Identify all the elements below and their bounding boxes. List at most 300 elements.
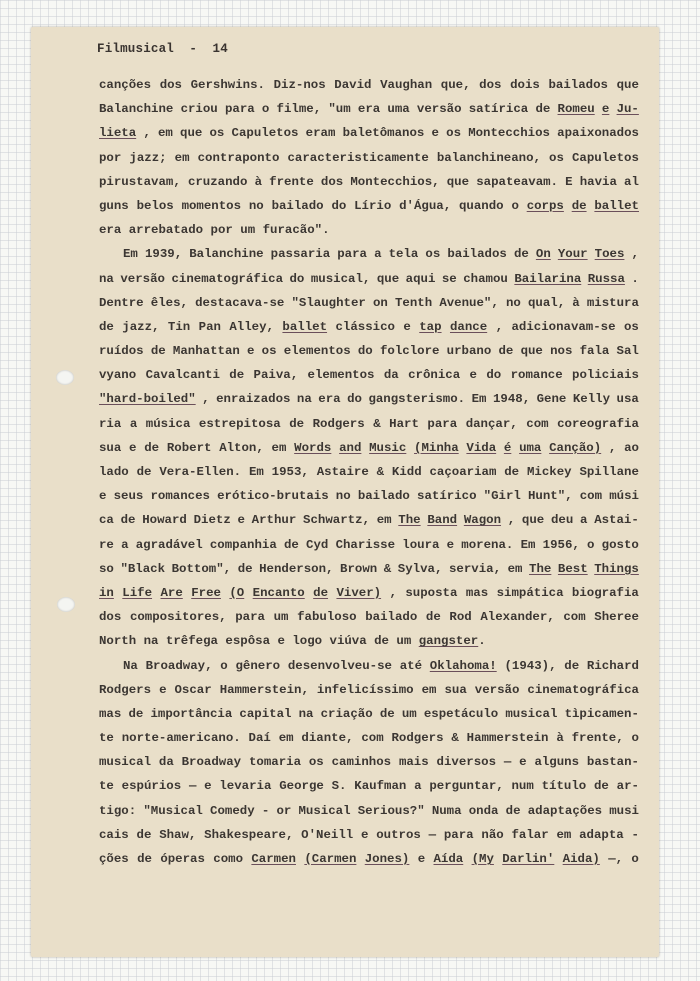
word: companhia bbox=[209, 537, 277, 552]
word: e bbox=[237, 513, 245, 528]
word: ca bbox=[99, 513, 114, 528]
word: dos bbox=[479, 78, 502, 92]
word: Numa bbox=[431, 803, 462, 818]
word: espúrios bbox=[121, 779, 182, 794]
word: na bbox=[99, 271, 114, 286]
word: Rod bbox=[449, 610, 472, 625]
word: como bbox=[213, 852, 244, 866]
word: fabuloso bbox=[297, 610, 357, 625]
word: o bbox=[220, 658, 228, 673]
word: para bbox=[235, 610, 265, 625]
word: desenvolveu-se bbox=[287, 658, 392, 673]
word: dançar, bbox=[465, 416, 518, 431]
word: tìpicamen- bbox=[564, 706, 639, 721]
text-line bbox=[99, 654, 639, 678]
word: o bbox=[587, 537, 595, 552]
word: na bbox=[296, 392, 312, 407]
word: Avenue", bbox=[439, 295, 499, 310]
word: dos bbox=[320, 174, 344, 189]
word: uma bbox=[387, 102, 410, 117]
word: adaptações bbox=[527, 803, 603, 818]
word: frente bbox=[269, 174, 314, 189]
text-line bbox=[99, 242, 639, 266]
word: outros bbox=[376, 827, 421, 842]
word: óperas bbox=[160, 852, 205, 866]
underlined-word: (O bbox=[229, 585, 245, 600]
word: loura bbox=[402, 537, 440, 552]
word: —, bbox=[608, 852, 624, 866]
word: no bbox=[335, 489, 351, 504]
word: o bbox=[511, 198, 519, 213]
word: de bbox=[513, 247, 529, 262]
word: , bbox=[507, 513, 516, 528]
word: suposta bbox=[405, 585, 458, 600]
word: Hammerstein, bbox=[219, 682, 309, 697]
word: Astaire bbox=[316, 465, 369, 479]
word: pirustavam, bbox=[99, 174, 181, 189]
word: Dentre bbox=[99, 295, 144, 310]
word: de bbox=[289, 416, 305, 431]
underlined-word: Russa bbox=[587, 271, 625, 286]
word: Manhattan bbox=[172, 344, 240, 359]
word: e bbox=[403, 319, 411, 334]
underlined-word: corps bbox=[526, 198, 564, 213]
word: Musical bbox=[298, 803, 351, 818]
punch-hole bbox=[56, 370, 74, 385]
word: seus bbox=[113, 489, 144, 504]
word: falar bbox=[511, 827, 549, 842]
underlined-word: Vida bbox=[466, 440, 497, 455]
word: re bbox=[99, 537, 114, 552]
word: musi bbox=[609, 803, 639, 818]
word: canções bbox=[99, 78, 152, 92]
word: & bbox=[451, 731, 459, 746]
word: e bbox=[159, 682, 167, 697]
word: 1948, bbox=[492, 392, 531, 407]
word: o bbox=[261, 102, 270, 117]
text-line bbox=[99, 557, 639, 581]
word: da bbox=[383, 368, 399, 383]
underlined-title: gangster bbox=[418, 634, 479, 649]
word: Daí bbox=[248, 731, 271, 746]
word: Em bbox=[520, 537, 536, 552]
word: David bbox=[334, 78, 372, 92]
word: . bbox=[631, 271, 639, 286]
word: Alton, bbox=[219, 440, 264, 455]
word: à bbox=[556, 731, 564, 746]
word: deu bbox=[550, 513, 574, 528]
underlined-word: Free bbox=[191, 585, 221, 600]
word: um bbox=[273, 610, 289, 625]
word: ao bbox=[624, 440, 639, 455]
word: Broadway, bbox=[145, 658, 213, 673]
underlined-word: de bbox=[571, 198, 587, 213]
text-run: North na trêfega espôsa e logo viúva de um bbox=[99, 634, 419, 649]
underlined-word: dance bbox=[449, 319, 488, 334]
word: e bbox=[431, 126, 439, 141]
word: folclore bbox=[379, 344, 440, 359]
word: Shaw, bbox=[159, 827, 197, 842]
underlined-word: in bbox=[99, 585, 114, 600]
word: no bbox=[248, 198, 264, 213]
word: de bbox=[504, 465, 520, 479]
word: , bbox=[389, 585, 397, 600]
word: e bbox=[446, 537, 455, 552]
word: George bbox=[279, 779, 324, 794]
word: de bbox=[535, 102, 551, 117]
text-line bbox=[99, 267, 639, 291]
word: Tenth bbox=[394, 295, 433, 310]
word: Gershwins. bbox=[190, 78, 265, 92]
word: nos bbox=[550, 344, 573, 359]
word: que bbox=[520, 344, 543, 359]
word: Gene bbox=[536, 392, 567, 407]
word: versão bbox=[120, 271, 165, 286]
word: momentos bbox=[181, 198, 242, 213]
underlined-word: Jones) bbox=[364, 852, 410, 866]
word: - bbox=[631, 827, 639, 842]
word: estrepitosa bbox=[198, 416, 281, 431]
word: de bbox=[120, 513, 136, 528]
word: Em bbox=[471, 392, 487, 407]
text-line bbox=[99, 339, 639, 363]
word: erótico-brutais bbox=[217, 489, 329, 504]
word: da bbox=[158, 755, 174, 770]
word: de bbox=[136, 827, 152, 842]
word: Howard bbox=[142, 513, 187, 528]
text-line bbox=[99, 436, 639, 460]
word: e bbox=[99, 489, 107, 504]
word: de bbox=[137, 852, 152, 866]
line-text bbox=[99, 218, 330, 242]
word: de bbox=[505, 803, 521, 818]
word: d'Água, bbox=[399, 198, 452, 213]
body-text bbox=[99, 73, 639, 871]
word: os bbox=[446, 126, 462, 141]
word: Capuletos bbox=[571, 150, 639, 165]
word: em bbox=[507, 561, 523, 576]
word: caracteristicamente bbox=[287, 150, 429, 165]
underlined-word: "hard-boiled" bbox=[99, 392, 196, 407]
word: Serious?" bbox=[357, 803, 425, 818]
word: coreografia bbox=[557, 416, 639, 431]
word: Dietz bbox=[193, 513, 231, 528]
word: S. bbox=[331, 779, 347, 794]
word: em bbox=[376, 513, 392, 528]
text-line bbox=[99, 605, 639, 629]
word: Paiva, bbox=[253, 368, 299, 383]
underlined-word: Darlin' bbox=[502, 852, 555, 866]
word: em bbox=[271, 440, 287, 455]
word: bailados bbox=[447, 247, 507, 262]
word: biografia bbox=[571, 585, 639, 600]
word: & bbox=[373, 416, 381, 431]
word: bailado bbox=[357, 489, 410, 504]
word: sua bbox=[444, 682, 467, 697]
word: or bbox=[276, 803, 292, 818]
text-line bbox=[99, 121, 639, 145]
word: baletômanos bbox=[342, 126, 425, 141]
word: músi bbox=[609, 489, 639, 504]
word: em bbox=[421, 682, 437, 697]
word: Hunt", bbox=[527, 489, 573, 504]
word: "Girl bbox=[483, 489, 521, 504]
word: título bbox=[541, 779, 587, 794]
word: crônica bbox=[408, 368, 461, 383]
underlined-word: The bbox=[398, 513, 421, 528]
word: , bbox=[143, 126, 151, 141]
word: diante, bbox=[301, 731, 354, 746]
word: o bbox=[631, 731, 639, 746]
word: de bbox=[99, 319, 114, 334]
word: Broadway bbox=[181, 755, 242, 770]
word: servia, bbox=[448, 561, 502, 576]
word: Kidd bbox=[391, 465, 422, 479]
word: gênero bbox=[235, 658, 281, 673]
word: al bbox=[624, 174, 639, 189]
word: gosto bbox=[601, 537, 639, 552]
word: Arthur bbox=[251, 513, 297, 528]
word: on bbox=[372, 295, 388, 310]
word: (1943), bbox=[504, 658, 557, 673]
word: 1953, bbox=[271, 465, 309, 479]
word: de bbox=[283, 537, 299, 552]
word: 1939, bbox=[144, 247, 183, 262]
word: tela bbox=[388, 247, 419, 262]
word: adicionavam-se bbox=[511, 319, 616, 334]
word: Capuletos bbox=[231, 126, 299, 141]
underlined-word: Toes bbox=[594, 247, 625, 262]
word: Charisse bbox=[335, 537, 396, 552]
word: que bbox=[376, 271, 400, 286]
word: Vaughan bbox=[380, 78, 433, 92]
word: de bbox=[144, 440, 160, 455]
word: satírico bbox=[417, 489, 477, 504]
word: musical bbox=[505, 706, 558, 721]
word: destacava-se bbox=[195, 295, 285, 310]
word: cinematográfica bbox=[527, 682, 639, 697]
word: Montecchios bbox=[468, 126, 550, 141]
word: com bbox=[526, 416, 549, 431]
word: Alley, bbox=[229, 319, 274, 334]
word: se bbox=[441, 271, 457, 286]
word: Sylva, bbox=[397, 561, 443, 576]
word: eram bbox=[305, 126, 336, 141]
text-line bbox=[99, 97, 639, 121]
word: quando bbox=[459, 198, 504, 213]
word: Cyd bbox=[306, 537, 329, 552]
word: — bbox=[428, 827, 437, 842]
word: frente, bbox=[571, 731, 624, 746]
word: caminhos bbox=[331, 755, 392, 770]
word: caçoariam bbox=[429, 465, 497, 479]
word: cruzando bbox=[187, 174, 248, 189]
underlined-word: ballet bbox=[282, 319, 328, 334]
word: em bbox=[556, 827, 572, 842]
word: musical, bbox=[310, 271, 371, 286]
page-header: Filmusical - 14 bbox=[97, 42, 228, 56]
word: que bbox=[446, 174, 470, 189]
word: - bbox=[261, 803, 270, 818]
word: cais bbox=[99, 827, 129, 842]
word: lado bbox=[99, 465, 129, 479]
text-line bbox=[99, 170, 639, 194]
word: para bbox=[427, 416, 458, 431]
word: & bbox=[383, 561, 392, 576]
word: dos bbox=[159, 78, 182, 92]
text-line bbox=[99, 460, 639, 484]
word: "um bbox=[328, 102, 351, 117]
word: para bbox=[337, 247, 367, 262]
text-line bbox=[99, 363, 639, 387]
word: do bbox=[486, 368, 502, 383]
underlined-word: Your bbox=[557, 247, 588, 262]
word: e bbox=[204, 779, 212, 794]
text-line bbox=[99, 508, 639, 532]
word: Brown bbox=[340, 561, 378, 576]
word: morena. bbox=[461, 537, 514, 552]
word: "Musical bbox=[143, 803, 203, 818]
word: os bbox=[549, 150, 564, 165]
word: ar- bbox=[616, 779, 639, 794]
text-line bbox=[99, 823, 639, 847]
underlined-word: Viver) bbox=[336, 585, 382, 600]
word: Astai- bbox=[594, 513, 639, 528]
text-line bbox=[99, 629, 639, 653]
word: de bbox=[150, 344, 166, 359]
underlined-word: Life bbox=[122, 585, 153, 600]
word: "Slaughter bbox=[291, 295, 366, 310]
typewritten-page bbox=[31, 27, 659, 957]
word: sapateavam. bbox=[476, 174, 558, 189]
underlined-word: Oklahoma! bbox=[429, 658, 497, 673]
word: para bbox=[443, 827, 474, 842]
word: balanchineano, bbox=[436, 150, 541, 165]
word: de bbox=[229, 368, 245, 383]
word: que bbox=[180, 126, 203, 141]
word: Kaufman bbox=[354, 779, 407, 794]
word: Sheree bbox=[594, 610, 639, 625]
word: mas bbox=[99, 706, 122, 721]
word: simpática bbox=[496, 585, 564, 600]
word: e bbox=[417, 852, 426, 866]
underlined-word: Aída bbox=[433, 852, 464, 866]
word: Kelly bbox=[572, 392, 611, 407]
word: capital bbox=[239, 706, 292, 721]
line-text bbox=[99, 629, 486, 653]
text-line bbox=[99, 799, 639, 823]
word: mas bbox=[465, 585, 489, 600]
word: a bbox=[580, 513, 588, 528]
word: O'Neill bbox=[301, 827, 354, 842]
word: a bbox=[374, 247, 382, 262]
word: e bbox=[469, 368, 477, 383]
word: Em bbox=[248, 465, 264, 479]
word: Pan bbox=[198, 319, 221, 334]
underlined-word: (Minha bbox=[414, 440, 459, 455]
word: os bbox=[623, 319, 639, 334]
punch-hole bbox=[57, 597, 75, 612]
word: , bbox=[608, 440, 617, 455]
word: êles, bbox=[150, 295, 188, 310]
word: Diz-nos bbox=[273, 78, 326, 92]
underlined-word: ballet bbox=[594, 198, 639, 213]
word: Rodgers bbox=[312, 416, 365, 431]
underlined-word: tap bbox=[419, 319, 442, 334]
text-line bbox=[99, 146, 639, 170]
word: que, bbox=[440, 78, 471, 92]
underlined-word: é bbox=[503, 440, 512, 455]
word: de bbox=[593, 779, 609, 794]
word: criação bbox=[320, 706, 373, 721]
underlined-word: (My bbox=[471, 852, 494, 866]
word: policiais bbox=[572, 368, 639, 383]
underlined-word: Carmen bbox=[251, 852, 296, 866]
word: Balanchine bbox=[189, 247, 264, 262]
text-line bbox=[99, 533, 639, 557]
text-line bbox=[99, 194, 639, 218]
word: versão bbox=[474, 682, 520, 697]
word: na bbox=[298, 706, 314, 721]
word: alguns bbox=[534, 755, 580, 770]
underlined-word: On bbox=[535, 247, 551, 262]
word: à bbox=[572, 295, 580, 310]
word: e bbox=[361, 827, 369, 842]
text-line bbox=[99, 291, 639, 315]
word: o bbox=[631, 852, 639, 866]
word: à bbox=[254, 174, 263, 189]
underlined-word: lieta bbox=[99, 126, 137, 141]
word: de bbox=[136, 465, 152, 479]
word: Shakespeare, bbox=[204, 827, 294, 842]
underlined-word: Canção) bbox=[549, 440, 602, 455]
word: a bbox=[414, 779, 422, 794]
word: infelicíssimo bbox=[316, 682, 414, 697]
word: que bbox=[616, 78, 639, 92]
text-line bbox=[99, 678, 639, 702]
word: Bottom", bbox=[171, 561, 232, 576]
word: , bbox=[495, 319, 504, 334]
word: até bbox=[399, 658, 423, 673]
word: para bbox=[224, 102, 255, 117]
word: usa bbox=[616, 392, 639, 407]
word: clássico bbox=[335, 319, 395, 334]
word: por bbox=[99, 150, 122, 165]
underlined-word: Romeu bbox=[557, 102, 595, 117]
word: a bbox=[129, 416, 138, 431]
word: urbano bbox=[446, 344, 492, 359]
word: ruídos bbox=[99, 344, 144, 359]
word: compositores, bbox=[129, 610, 227, 625]
text-line bbox=[99, 847, 639, 871]
word: de bbox=[379, 706, 395, 721]
word: apaixonados bbox=[557, 126, 639, 141]
word: te bbox=[99, 731, 114, 746]
text-line bbox=[99, 412, 639, 436]
word: belos bbox=[136, 198, 174, 213]
word: espetáculo bbox=[423, 706, 499, 721]
word: os bbox=[261, 344, 277, 359]
word: bailados bbox=[548, 78, 608, 92]
word: qual, bbox=[527, 295, 566, 310]
word: "Black bbox=[120, 561, 166, 576]
word: Comedy bbox=[210, 803, 255, 818]
word: vyano bbox=[99, 368, 137, 383]
word: cinematográfica bbox=[171, 271, 284, 286]
text-run: era arrebatado por um furacão". bbox=[99, 223, 330, 238]
word: enraizados bbox=[216, 392, 291, 407]
word: no bbox=[505, 295, 521, 310]
